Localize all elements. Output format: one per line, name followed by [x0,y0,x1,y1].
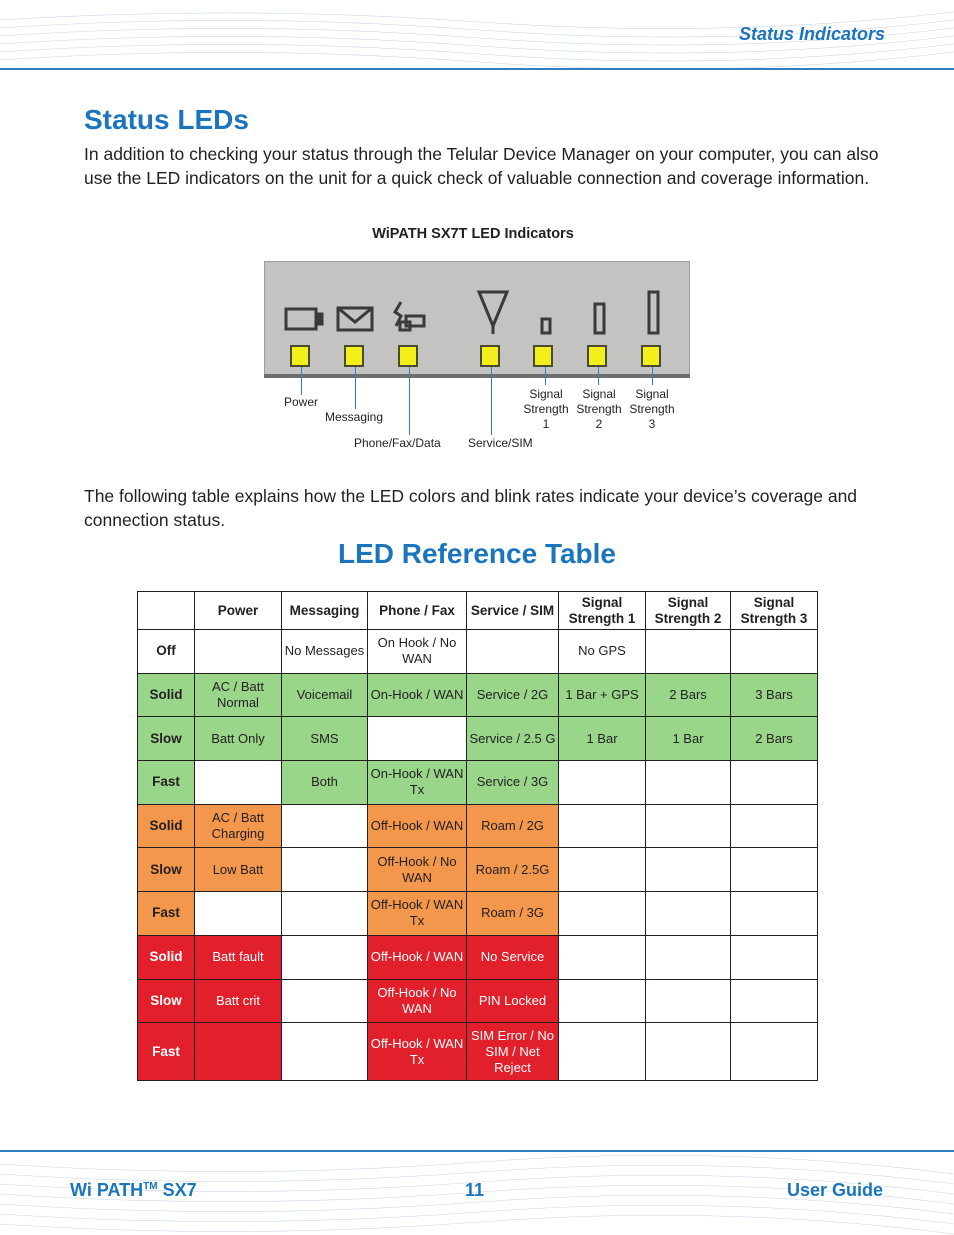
header-cell: Signal Strength 1 [559,592,646,630]
row-header-cell: Slow [138,979,195,1023]
table-cell: Off-Hook / WAN [368,935,467,979]
callout-signal-3 [652,367,653,385]
table-cell [559,892,646,936]
led-messaging [344,345,364,367]
signal-bar-2-icon [595,304,604,333]
table-cell [368,717,467,761]
footer-product-name: Wi PATH [70,1180,144,1200]
table-cell [195,630,282,674]
label-signal-1-line-2: Strength [523,402,569,416]
table-cell [282,1023,368,1081]
battery-icon [286,309,322,329]
table-cell: Service / 2.5 G [467,717,559,761]
table-cell: No GPS [559,630,646,674]
table-cell [559,935,646,979]
table-title: LED Reference Table [337,538,617,569]
table-cell: 2 Bars [731,717,818,761]
callout-phone [409,367,410,435]
table-cell [731,848,818,892]
table-cell [731,935,818,979]
table-cell: 1 Bar [559,717,646,761]
table-cell [646,761,731,805]
footer-product [70,1180,197,1201]
page-number: 11 [465,1180,485,1200]
label-service: Service/SIM [468,436,533,450]
table-cell: Off-Hook / WAN Tx [368,892,467,936]
callout-service [491,367,492,435]
label-messaging: Messaging [325,410,384,424]
table-cell: Both [282,761,368,805]
table-cell [282,935,368,979]
table-cell [559,1023,646,1081]
running-header: Status Indicators [738,24,885,44]
label-signal-3-line-1: Signal [635,387,669,401]
table-row [138,848,818,892]
table-cell [646,892,731,936]
table-cell [282,804,368,848]
table-cell [731,892,818,936]
label-signal-2-line-3: 2 [595,417,603,431]
phone-fax-icon [395,302,424,330]
row-header-cell: Solid [138,804,195,848]
row-header-cell: Slow [138,848,195,892]
table-row [138,761,818,805]
envelope-icon [338,308,372,330]
label-phone: Phone/Fax/Data [354,436,441,450]
label-signal-3 [626,387,678,432]
table-cell: 2 Bars [646,673,731,717]
table-cell: On-Hook / WAN [368,673,467,717]
header-cell [138,592,195,630]
table-row [138,892,818,936]
label-signal-1-line-1: Signal [529,387,563,401]
header-cell: Messaging [282,592,368,630]
table-cell [559,804,646,848]
label-signal-1-line-3: 1 [542,417,550,431]
antenna-icon [479,292,507,334]
table-row [138,1023,818,1081]
row-header-cell: Slow [138,717,195,761]
table-cell: Roam / 2.5G [467,848,559,892]
table-cell [646,630,731,674]
table-cell: Service / 2G [467,673,559,717]
label-signal-3-line-2: Strength [629,402,675,416]
led-reference-table [137,591,818,1081]
table-cell [282,848,368,892]
table-cell [731,804,818,848]
led-signal-1 [533,345,553,367]
header-cell: Signal Strength 2 [646,592,731,630]
signal-bar-1-icon [542,319,550,333]
table-cell: On-Hook / WAN Tx [368,761,467,805]
table-cell [646,804,731,848]
signal-bar-3-icon [649,292,658,333]
label-signal-2-line-2: Strength [576,402,622,416]
label-signal-3-line-3: 3 [648,417,656,431]
table-cell [731,761,818,805]
table-cell [282,979,368,1023]
callout-signal-2 [598,367,599,385]
led-phone [398,345,418,367]
row-header-cell: Fast [138,1023,195,1081]
table-cell [282,892,368,936]
table-cell: On Hook / No WAN [368,630,467,674]
label-signal-2-line-1: Signal [582,387,616,401]
table-cell: Service / 3G [467,761,559,805]
footer-trademark: TM [143,1181,158,1192]
table-cell [646,1023,731,1081]
table-cell [646,979,731,1023]
label-signal-1 [520,387,572,432]
table-cell [195,761,282,805]
table-cell [559,848,646,892]
header-rule [0,68,954,70]
table-cell: Off-Hook / No WAN [368,848,467,892]
table-row [138,673,818,717]
table-cell: 1 Bar + GPS [559,673,646,717]
table-row [138,717,818,761]
table-cell: SMS [282,717,368,761]
table-cell: AC / Batt Charging [195,804,282,848]
row-header-cell: Fast [138,892,195,936]
table-row [138,979,818,1023]
callout-power [301,367,302,395]
table-cell [559,979,646,1023]
footer-doc-title: User Guide [786,1180,883,1200]
callout-messaging [355,367,356,409]
led-panel-base [264,374,690,378]
intro-paragraph: In addition to checking your status through the Telular Device Manager on your computer, you can also use the LED indicators on the unit for a quick check of valuable connection and coverage information. [84,144,879,188]
led-signal-3 [641,345,661,367]
table-row [138,630,818,674]
table-cell: Batt crit [195,979,282,1023]
table-cell: Batt fault [195,935,282,979]
table-cell: Voicemail [282,673,368,717]
table-cell: Off-Hook / WAN Tx [368,1023,467,1081]
row-header-cell: Off [138,630,195,674]
table-row [138,804,818,848]
table-cell: SIM Error / No SIM / Net Reject [467,1023,559,1081]
table-cell: PIN Locked [467,979,559,1023]
figure-caption: WiPATH SX7T LED Indicators [372,226,574,242]
table-cell [731,630,818,674]
led-power [290,345,310,367]
table-cell: Roam / 3G [467,892,559,936]
footer-model: SX7 [162,1180,197,1200]
header-cell: Phone / Fax [368,592,467,630]
led-panel-icons [265,262,691,378]
row-header-cell: Solid [138,935,195,979]
table-cell: No Messages [282,630,368,674]
table-cell [731,979,818,1023]
table-cell [646,848,731,892]
table-cell: Low Batt [195,848,282,892]
led-signal-2 [587,345,607,367]
table-cell [731,1023,818,1081]
row-header-cell: Solid [138,673,195,717]
table-cell [195,892,282,936]
table-cell: 1 Bar [646,717,731,761]
led-panel-photo [264,261,690,377]
header-cell: Power [195,592,282,630]
table-cell: AC / Batt Normal [195,673,282,717]
table-row [138,935,818,979]
table-cell: Batt Only [195,717,282,761]
callout-signal-1 [545,367,546,385]
table-cell: No Service [467,935,559,979]
table-cell: Roam / 2G [467,804,559,848]
table-cell [646,935,731,979]
table-cell: Off-Hook / WAN [368,804,467,848]
table-cell: 3 Bars [731,673,818,717]
header-cell: Signal Strength 3 [731,592,818,630]
header-cell: Service / SIM [467,592,559,630]
table-cell [195,1023,282,1081]
table-cell: Off-Hook / No WAN [368,979,467,1023]
table-cell [559,761,646,805]
section-title: Status LEDs [84,104,249,135]
table-intro-paragraph: The following table explains how the LED colors and blink rates indicate your device’s coverage and connection status. [84,486,858,530]
led-service [480,345,500,367]
label-signal-2 [573,387,625,432]
label-power: Power [284,395,319,409]
table-header-row [138,592,818,630]
row-header-cell: Fast [138,761,195,805]
table-cell [467,630,559,674]
